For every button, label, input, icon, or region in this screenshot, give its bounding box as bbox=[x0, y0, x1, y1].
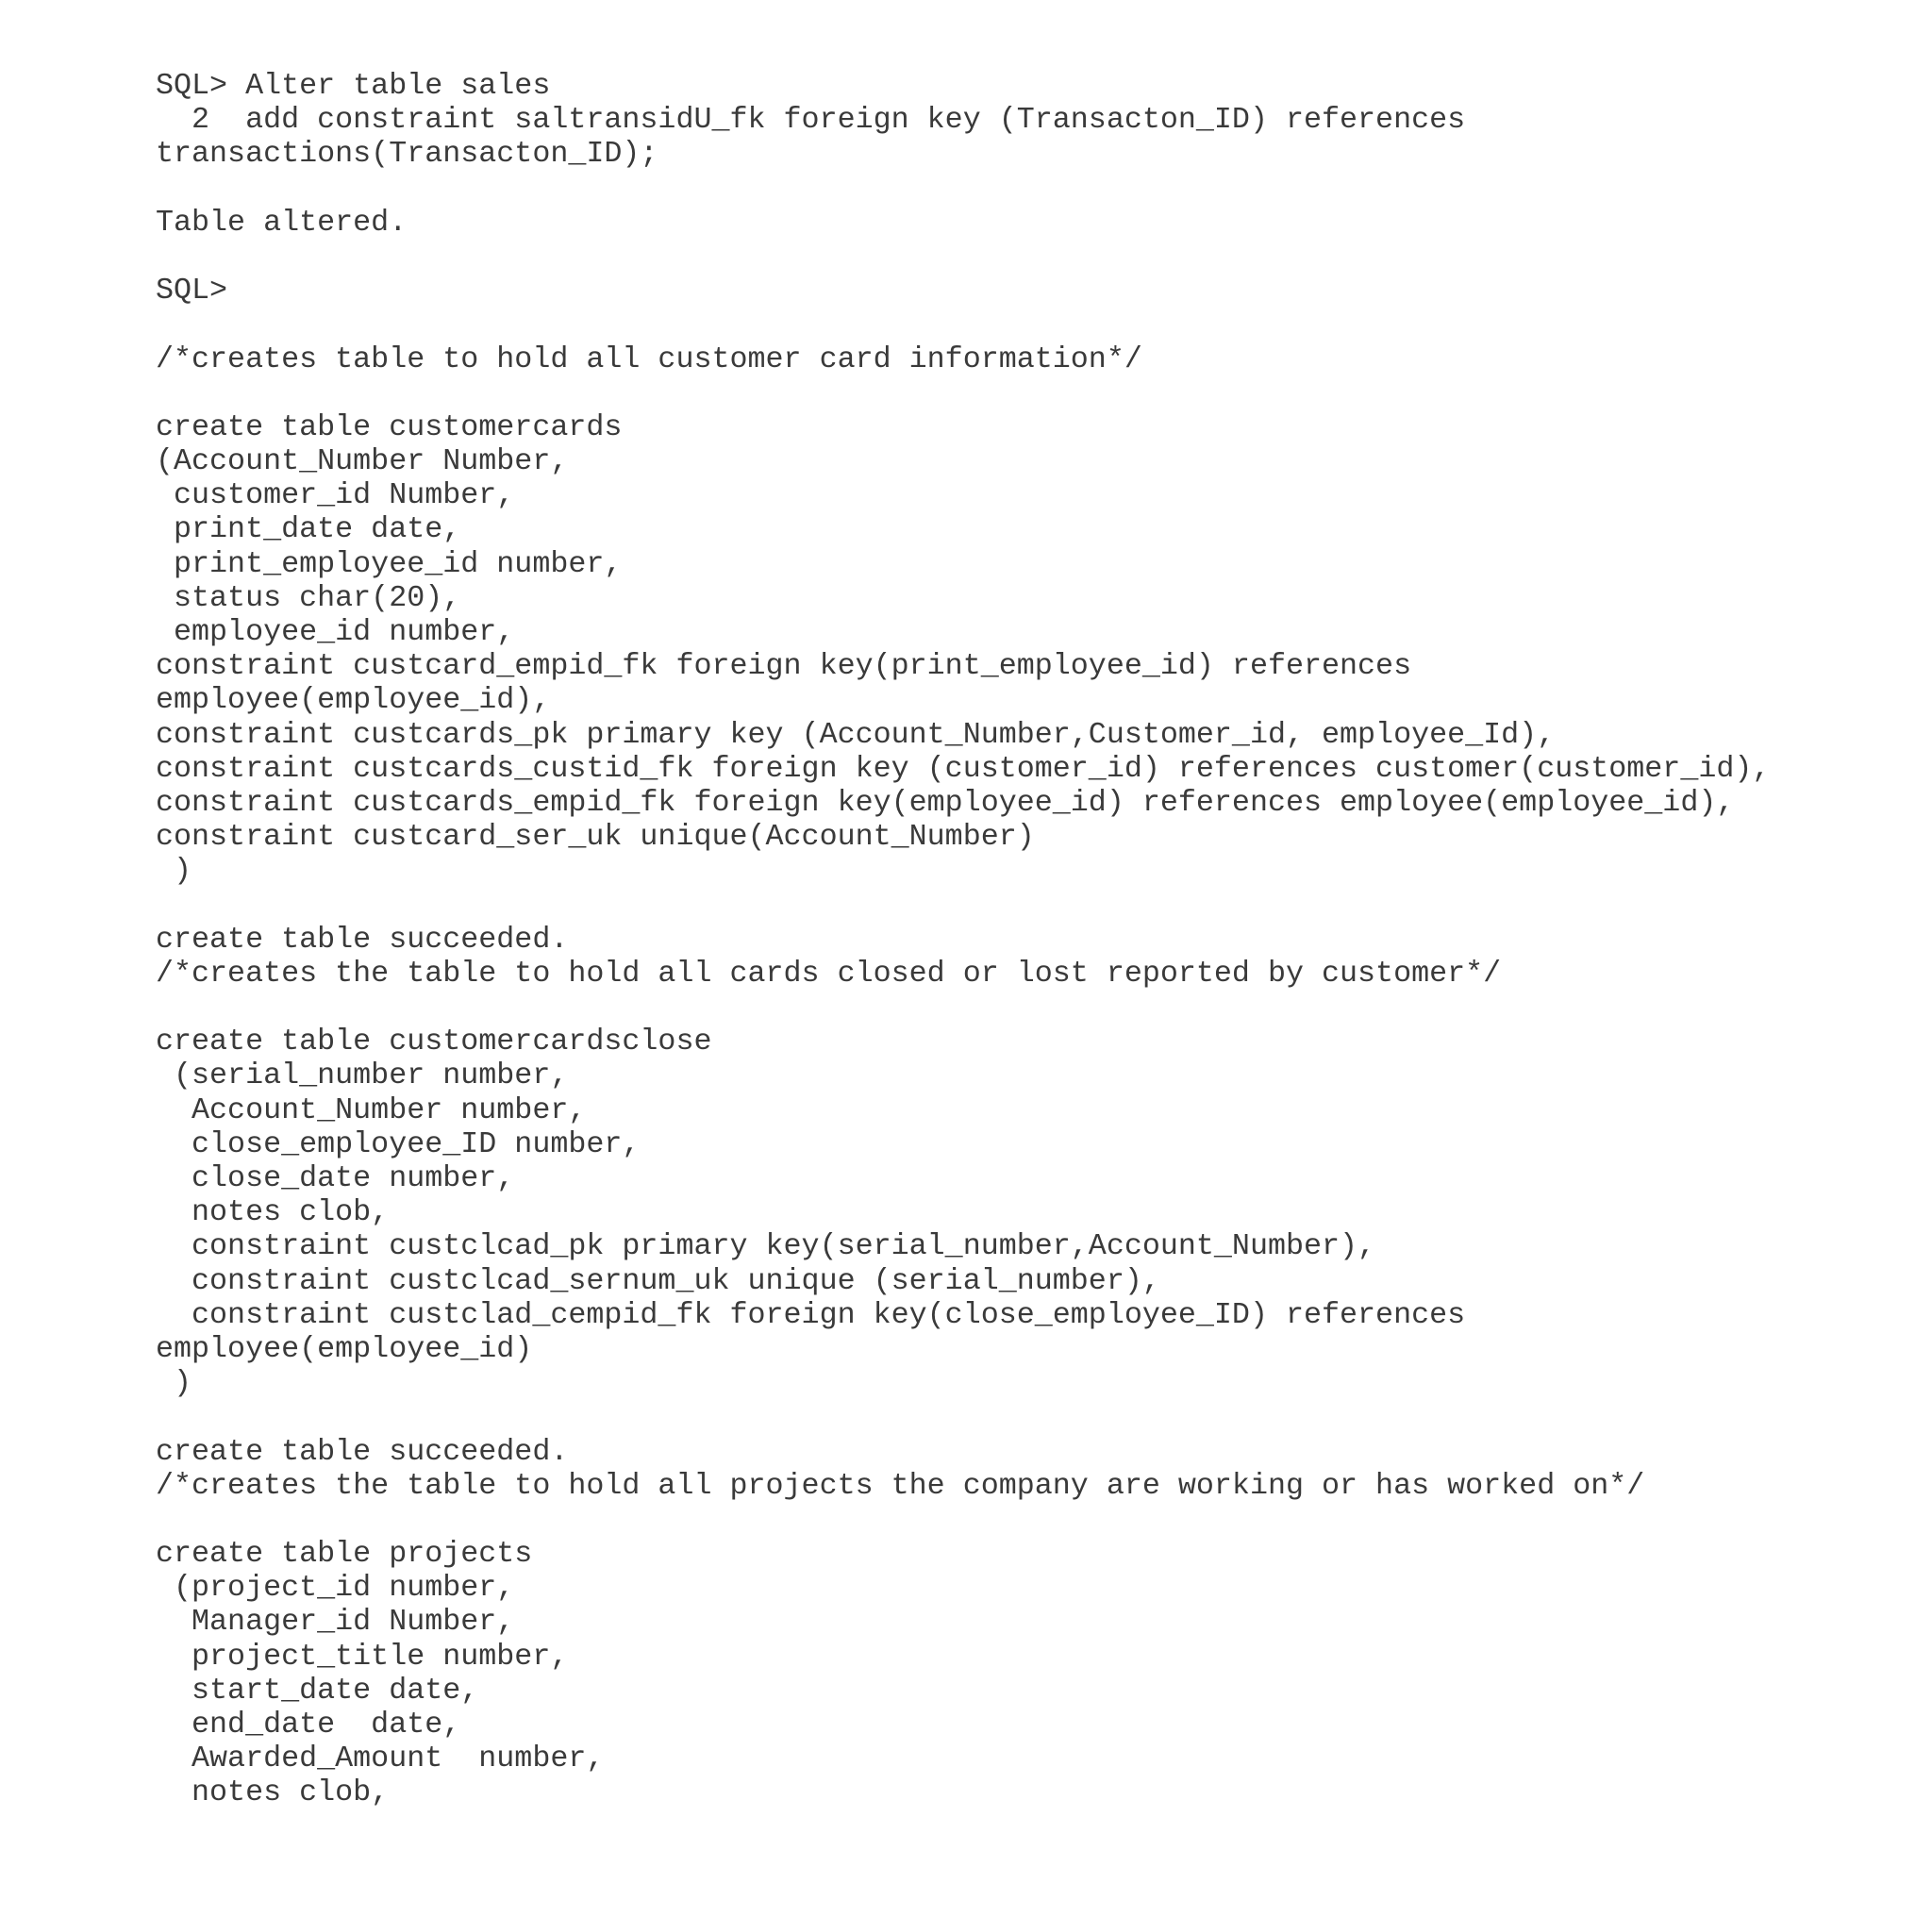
code-line: notes clob, bbox=[156, 1775, 390, 1810]
code-line: print_employee_id number, bbox=[156, 546, 623, 581]
code-line: constraint custcards_pk primary key (Account_Number,Customer_id, employee_Id), bbox=[156, 717, 1556, 752]
code-line: employee(employee_id) bbox=[156, 1331, 533, 1366]
code-line: constraint custcard_ser_uk unique(Account_Number) bbox=[156, 820, 1035, 855]
code-line bbox=[156, 1503, 1770, 1537]
code-line: create table customercards bbox=[156, 409, 623, 444]
code-line: employee(employee_id), bbox=[156, 683, 551, 718]
code-line bbox=[156, 991, 1770, 1025]
code-line: 2 add constraint saltransidU_fk foreign key (Transacton_ID) references bbox=[156, 103, 1466, 138]
code-line bbox=[156, 240, 1770, 274]
code-line: Account_Number number, bbox=[156, 1092, 587, 1127]
code-line: (project_id number, bbox=[156, 1571, 515, 1606]
code-line bbox=[156, 308, 1770, 342]
code-line: start_date date, bbox=[156, 1673, 479, 1708]
code-line: close_date number, bbox=[156, 1161, 515, 1195]
code-line: (Account_Number Number, bbox=[156, 444, 569, 479]
code-line: close_employee_ID number, bbox=[156, 1126, 641, 1161]
code-line bbox=[156, 172, 1770, 206]
code-line: constraint custcards_custid_fk foreign key (customer_id) references customer(customer_id), bbox=[156, 751, 1771, 786]
code-line: create table succeeded. bbox=[156, 922, 569, 957]
code-line: constraint custclad_cempid_fk foreign key(close_employee_ID) references bbox=[156, 1297, 1466, 1332]
sql-script-text bbox=[156, 69, 1770, 1810]
code-line: project_title number, bbox=[156, 1639, 569, 1674]
code-line: constraint custclcad_sernum_uk unique (serial_number), bbox=[156, 1263, 1160, 1298]
code-line: end_date date, bbox=[156, 1708, 461, 1742]
code-line: print_date date, bbox=[156, 512, 461, 547]
code-line: notes clob, bbox=[156, 1195, 390, 1230]
code-line: (serial_number number, bbox=[156, 1059, 569, 1093]
code-line: create table succeeded. bbox=[156, 1434, 569, 1469]
code-line: /*creates the table to hold all cards closed or lost reported by customer*/ bbox=[156, 956, 1502, 991]
code-line: ) bbox=[156, 854, 192, 889]
code-line: customer_id Number, bbox=[156, 478, 515, 513]
code-line bbox=[156, 376, 1770, 410]
code-line: constraint custcard_empid_fk foreign key(print_employee_id) references bbox=[156, 649, 1412, 684]
code-line: status char(20), bbox=[156, 580, 461, 615]
code-line: Awarded_Amount number, bbox=[156, 1742, 605, 1776]
code-line: SQL> bbox=[156, 274, 228, 308]
code-line: employee_id number, bbox=[156, 615, 515, 649]
code-line: constraint custclcad_pk primary key(serial_number,Account_Number), bbox=[156, 1229, 1376, 1264]
code-line: ) bbox=[156, 1366, 192, 1401]
code-line: /*creates table to hold all customer card information*/ bbox=[156, 342, 1142, 376]
code-line: transactions(Transacton_ID); bbox=[156, 137, 658, 172]
code-line: Table altered. bbox=[156, 205, 408, 240]
code-line: constraint custcards_empid_fk foreign key(employee_id) references employee(employee_id), bbox=[156, 785, 1735, 820]
code-line: Manager_id Number, bbox=[156, 1605, 515, 1640]
code-line bbox=[156, 1400, 1770, 1434]
code-line: create table projects bbox=[156, 1537, 533, 1572]
code-line: create table customercardsclose bbox=[156, 1025, 712, 1059]
code-line: /*creates the table to hold all projects the company are working or has worked on*/ bbox=[156, 1468, 1645, 1503]
code-line: SQL> Alter table sales bbox=[156, 69, 551, 103]
code-line bbox=[156, 889, 1770, 923]
